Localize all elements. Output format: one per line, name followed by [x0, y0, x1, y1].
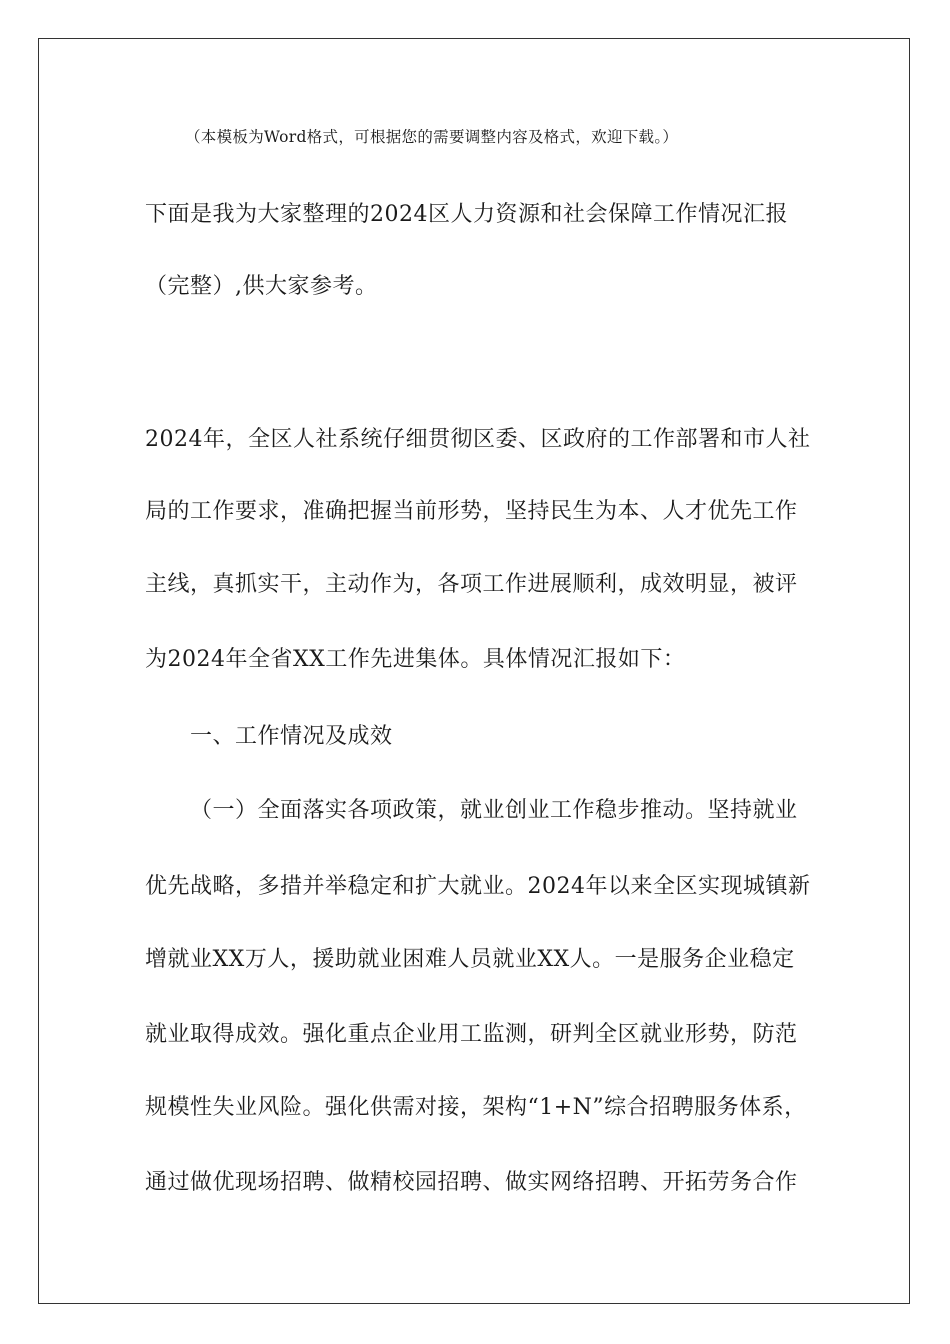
body-line-2: 局的工作要求，准确把握当前形势，坚持民生为本、人才优先工作 [145, 499, 798, 524]
subsection-line-1: （一）全面落实各项政策，就业创业工作稳步推动。坚持就业 [190, 798, 798, 823]
subsection-line-4: 就业取得成效。强化重点企业用工监测，研判全区就业形势，防范 [145, 1022, 798, 1047]
body-line-4: 为2024年全省XX工作先进集体。具体情况汇报如下： [145, 647, 686, 672]
section-heading: 一、工作情况及成效 [190, 724, 393, 749]
intro-line-2: （完整）,供大家参考。 [145, 274, 378, 299]
subsection-line-2: 优先战略，多措并举稳定和扩大就业。2024年以来全区实现城镇新 [145, 874, 811, 899]
body-line-1: 2024年，全区人社系统仔细贯彻区委、区政府的工作部署和市人社 [145, 427, 811, 452]
subsection-line-6: 通过做优现场招聘、做精校园招聘、做实网络招聘、开拓劳务合作 [145, 1170, 798, 1195]
subsection-line-5: 规模性失业风险。强化供需对接，架构“1+N”综合招聘服务体系， [145, 1095, 807, 1120]
subsection-line-3: 增就业XX万人，援助就业困难人员就业XX人。一是服务企业稳定 [145, 947, 795, 972]
template-note: （本模板为Word格式，可根据您的需要调整内容及格式，欢迎下载。） [185, 128, 679, 146]
intro-line-1: 下面是我为大家整理的2024区人力资源和社会保障工作情况汇报 [145, 202, 788, 227]
body-line-3: 主线，真抓实干，主动作为，各项工作进展顺利，成效明显，被评 [145, 572, 798, 597]
